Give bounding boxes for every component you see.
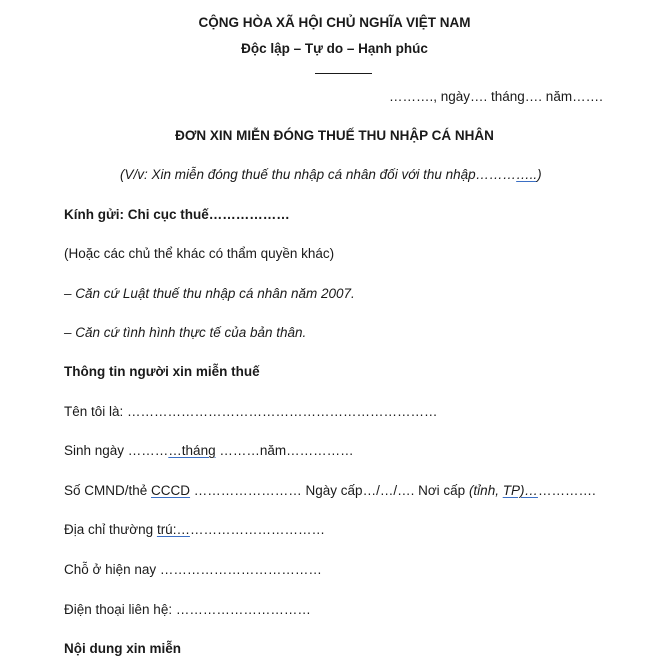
subject-line <box>120 167 542 182</box>
name-field: Tên tôi là: …………………………………………………………… <box>64 404 438 419</box>
divider <box>315 73 372 74</box>
recipient: Kính gửi: Chi cục thuế……………… <box>64 207 290 222</box>
address-dots: ………………………… <box>189 522 325 537</box>
dob-month-link[interactable]: …tháng <box>168 443 216 458</box>
nation-heading: CỘNG HÒA XÃ HỘI CHỦ NGHĨA VIỆT NAM <box>198 15 471 30</box>
basis-item-2: – Căn cứ tình hình thực tế của bản thân. <box>64 325 307 340</box>
dob-field <box>64 443 354 458</box>
content-heading: Nội dung xin miễn <box>64 641 181 656</box>
id-place-hint: (tỉnh, <box>468 483 503 498</box>
address-link[interactable]: trú:… <box>156 522 190 537</box>
date-line: ………., ngày…. tháng…. năm……. <box>389 89 603 104</box>
id-cccd-link[interactable]: CCCD <box>151 483 191 498</box>
address-label: Địa chỉ thường <box>64 522 157 537</box>
subject-suffix: ) <box>537 167 542 182</box>
dob-year: ………năm…………… <box>215 443 354 458</box>
recipient-note: (Hoặc các chủ thể khác có thẩm quyền khác) <box>64 246 335 261</box>
id-place-dots: …………. <box>537 483 596 498</box>
document-title: ĐƠN XIN MIỄN ĐÓNG THUẾ THU NHẬP CÁ NHÂN <box>175 128 494 143</box>
subject-prefix: (V/v: Xin miễn đóng thuế thu nhập cá nhân đối với thu nhập……… <box>120 167 517 182</box>
phone-field: Điện thoại liên hệ: ………………………… <box>64 602 311 617</box>
id-field <box>64 483 596 498</box>
motto: Độc lập – Tự do – Hạnh phúc <box>241 41 428 56</box>
address-field <box>64 522 325 537</box>
id-issue: …………………… Ngày cấp…/…/…. Nơi cấp <box>190 483 469 498</box>
id-label: Số CMND/thẻ <box>64 483 152 498</box>
current-residence-field: Chỗ ở hiện nay ……………………………… <box>64 562 322 577</box>
id-place-link[interactable]: TP)… <box>502 483 538 498</box>
basis-item-1: – Căn cứ Luật thuế thu nhập cá nhân năm 2007. <box>64 286 355 301</box>
applicant-heading: Thông tin người xin miễn thuế <box>64 364 260 379</box>
dob-day: Sinh ngày ……… <box>64 443 169 458</box>
subject-link[interactable]: ….. <box>516 167 538 182</box>
